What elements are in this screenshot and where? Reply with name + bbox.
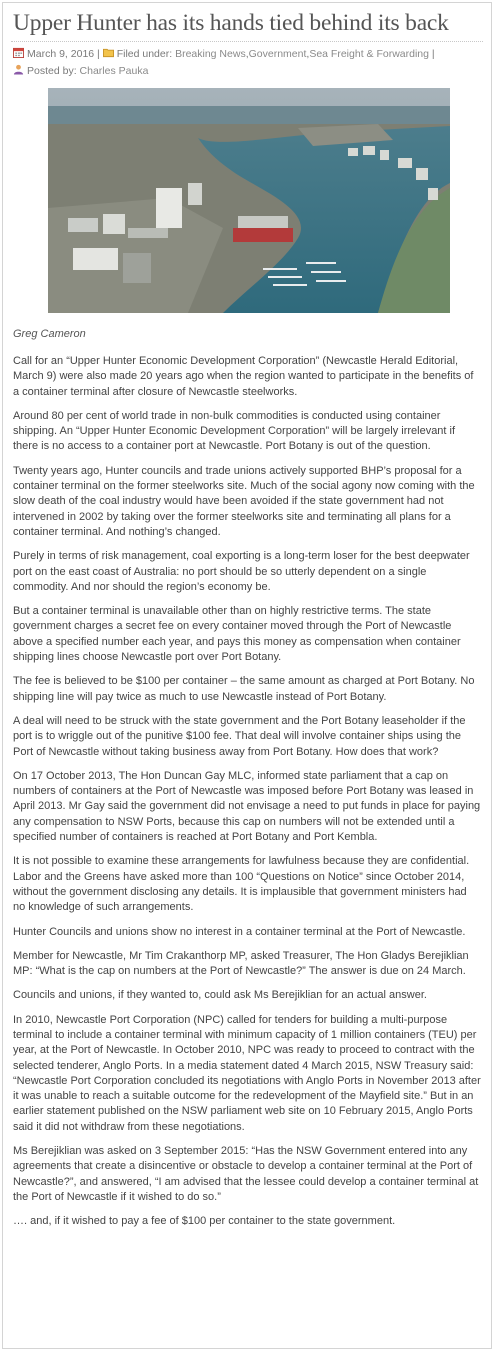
meta-line-2 [13,63,483,80]
post-date: March 9, 2016 [27,48,95,60]
posted-by-label: Posted by: [27,65,77,77]
article-byline: Greg Cameron [13,328,86,340]
meta-separator: | [97,48,100,60]
article-paragraph: Twenty years ago, Hunter councils and trade unions actively supported BHP’s proposal for a container terminal on the former steelworks site. Much of the social agony now coming with the slow death of the coal industry would have been avoided if the state government had not intervened in 2002 by taking over the former steelworks site and terminating all plans for a container terminal. And nothing’s changed. [13,464,475,538]
article-frame [2,2,492,1349]
article-photo-port-aerial [48,88,450,313]
category-comma: , [245,48,249,60]
article-paragraph: Call for an “Upper Hunter Economic Development Corporation” (Newcastle Herald Editorial, March 9) were also made 20 years ago when the region wanted to participate in the benefits of a container terminal after closure of Newcastle steelworks. [13,355,474,398]
article-paragraph: Hunter Councils and unions show no interest in a container terminal at the Port of Newcastle. [13,925,466,938]
article-paragraph: Member for Newcastle, Mr Tim Crakanthorp MP, asked Treasurer, The Hon Gladys Berejiklian MP: “What is the cap on numbers at the Port of Newcastle?” The answer is due on 24 March. [13,949,469,978]
category-link-breaking-news[interactable]: Breaking News [175,48,246,60]
article-body [3,354,491,1230]
article-paragraph: A deal will need to be struck with the state government and the Port Botany leaseholder if the port is to wriggle out of the punitive $100 fee. That deal will involve container ships using the Port of Newcastle without taking business away from Port Botany. How does that work? [13,714,466,758]
article-paragraph: It is not possible to examine these arrangements for lawfulness because they are confidential. Labor and the Greens have asked more than 100 “Questions on Notice” since October 2014, without the government disclosing any details. It is implausible that government ministers had no knowledge of such arrangements. [13,855,470,914]
article-paragraph: The fee is believed to be $100 per container – the same amount as charged at Port Botany. No shipping line will pay twice as much to use Newcastle instead of Port Botany. [13,675,475,703]
calendar-icon [13,47,24,58]
category-link-government[interactable]: Government [248,48,307,60]
article-paragraph: Councils and unions, if they wanted to, could ask Ms Berejiklian for an actual answer. [13,989,427,1002]
article-paragraph: In 2010, Newcastle Port Corporation (NPC) called for tenders for building a multi-purpose terminal to include a container terminal with minimum capacity of 1 million containers (TEU) per year, at the Port of Newcastle. In October 2010, NPC was ready to proceed to contract with the selected tenderer, Anglo Ports. In a media statement dated 4 March 2015, NSW Treasury said: “Newcastle Port Corporation concluded its negotiations with Anglo Ports in November 2013 after it was unable to reach a suitable outcome for the redevelopment of the Mayfield site.” But in an earlier statement published on the NSW parliament web site on 10 February 2015, Anglo Ports said it did not withdraw from these negotiations. [13,1013,481,1133]
category-comma: , [306,48,310,60]
meta-line-1 [13,46,483,63]
article-title: Upper Hunter has its hands tied behind its back [13,10,449,36]
article-paragraph: Purely in terms of risk management, coal exporting is a long-term loser for the best deepwater port on the east coast of Australia: no port should be so utterly dependent on a single commodity. And nor should the region’s economy be. [13,550,470,593]
article-paragraph: Around 80 per cent of world trade in non-bulk commodities is conducted using container shipping. An “Upper Hunter Economic Development Corporation” will be largely irrelevant if there is no access to a container port at Newcastle. Port Botany is out of the question. [13,409,456,453]
category-link-sea-freight[interactable]: Sea Freight & Forwarding [309,48,429,60]
article-paragraph: …. and, if it wished to pay a fee of $100 per container to the state government. [13,1215,396,1228]
author-link[interactable]: Charles Pauka [79,65,149,77]
article-paragraph: On 17 October 2013, The Hon Duncan Gay MLC, informed state parliament that a cap on numbers of containers at the Port of Newcastle was imposed before Port Botany was leased in April 2013. Mr Gay said the government did not envisage a need to put funds in place for paying any compensation to NSW Ports, because this cap on numbers will not be extended until a specified number of containers is reached at Port Botany and Port Kembla. [13,769,481,844]
user-icon [13,64,24,75]
folder-icon [103,47,114,58]
meta-separator: | [431,48,435,60]
article-paragraph: But a container terminal is unavailable other than on highly restrictive terms. The state government charges a secret fee on every container moved through the Port of Newcastle above a specified number each year, and pays this money as compensation when container shipping lines choose Newcastle port over Port Botany. [13,605,461,664]
post-meta [3,42,491,80]
filed-under-label: Filed under: [116,48,173,60]
article-paragraph: Ms Berejiklian was asked on 3 September 2015: “Has the NSW Government entered into any agreements that create a disincentive or obstacle to develop a container terminal at the Port of Newcastle?”, and answered, “I am advised that the lessee could develop a container terminal at the Port of Newcastle if it wished to do so.” [13,1145,479,1203]
